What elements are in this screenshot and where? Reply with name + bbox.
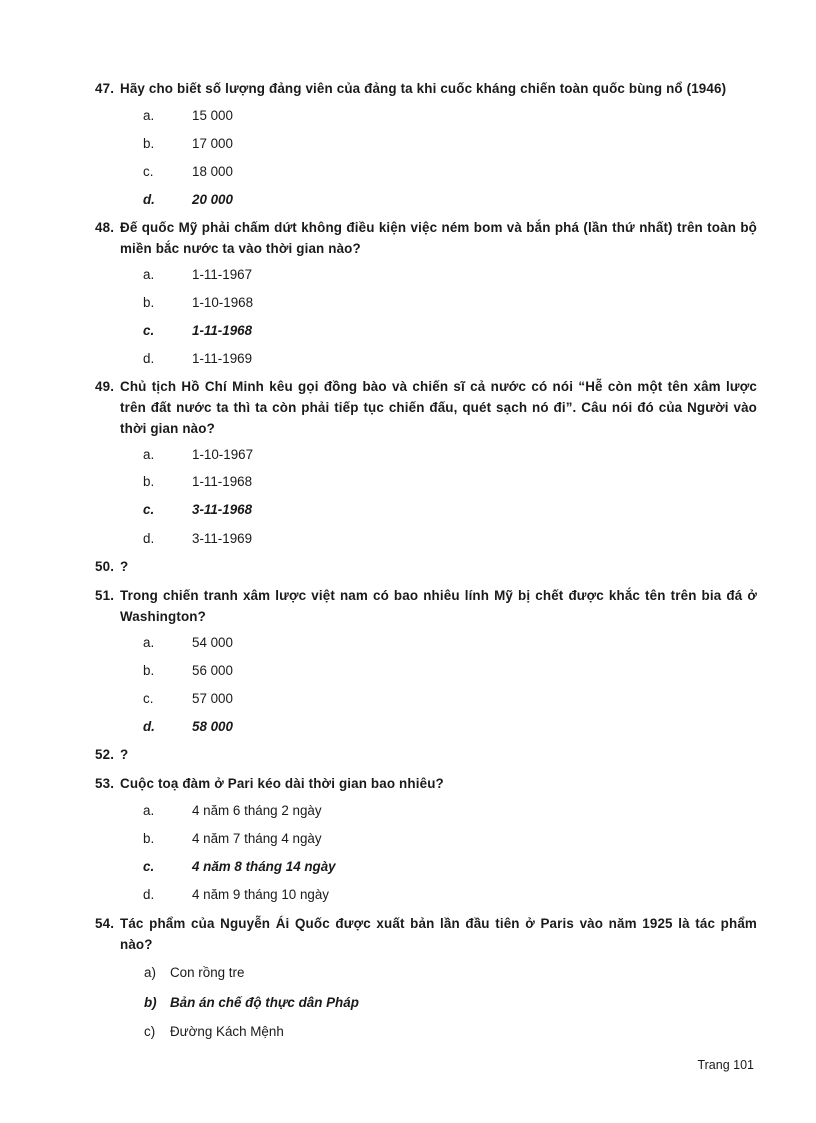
option-label: c. (143, 164, 154, 179)
option-text: 1-11-1967 (192, 267, 253, 282)
question-54 (95, 913, 757, 955)
question-number: 52. (95, 747, 115, 762)
question-number: 50. (95, 559, 115, 574)
option-text: 58 000 (192, 719, 233, 734)
option-text: 1-11-1969 (192, 351, 253, 366)
option-text: 3-11-1969 (192, 531, 253, 546)
option-text: 3-11-1968 (192, 502, 253, 517)
option-label: c. (143, 859, 155, 874)
question-number: 48. (95, 220, 115, 235)
question-text: Đế quốc Mỹ phải chấm dứt không điều kiện việc ném bom và bắn phá (lần thứ nhất) trên toàn bộ miền bắc nước ta vào thời gian nào? (120, 220, 757, 256)
option-label: d. (143, 192, 155, 207)
question-text: Trong chiến tranh xâm lược việt nam có bao nhiêu lính Mỹ bị chết được khắc tên trên bia đá ở Washington? (120, 588, 757, 624)
option-text: 4 năm 7 tháng 4 ngày (192, 831, 322, 846)
option-text: 20 000 (192, 192, 233, 207)
option-text: Bản án chế độ thực dân Pháp (170, 995, 359, 1010)
question-52 (95, 744, 757, 765)
question-51 (95, 585, 757, 627)
question-48 (95, 217, 757, 259)
option-text: Đường Kách Mệnh (170, 1024, 284, 1039)
option-text: 54 000 (192, 635, 233, 650)
option-label: a. (143, 447, 155, 462)
option-label: b. (143, 474, 155, 489)
option-label: d. (143, 531, 155, 546)
option-label: d. (143, 351, 155, 366)
option-label: b. (143, 136, 155, 151)
question-49 (95, 376, 757, 439)
option-label: a. (143, 108, 155, 123)
question-47 (95, 78, 757, 99)
question-text: Tác phẩm của Nguyễn Ái Quốc được xuất bản lần đầu tiên ở Paris vào năm 1925 là tác phẩm nào? (120, 916, 757, 952)
question-text: Hãy cho biết số lượng đảng viên của đảng ta khi cuốc kháng chiến toàn quốc bùng nổ (1946) (120, 81, 727, 96)
question-number: 54. (95, 916, 115, 931)
option-text: 4 năm 9 tháng 10 ngày (192, 887, 329, 902)
option-text: 4 năm 6 tháng 2 ngày (192, 803, 322, 818)
option-label: a. (143, 803, 155, 818)
option-text: 15 000 (192, 108, 233, 123)
option-label: d. (143, 719, 155, 734)
option-label: c. (143, 502, 155, 517)
option-text: Con rồng tre (170, 965, 245, 980)
question-number: 47. (95, 81, 115, 96)
option-text: 1-10-1967 (192, 447, 254, 462)
option-label: b. (143, 831, 155, 846)
option-text: 1-10-1968 (192, 295, 254, 310)
option-text: 57 000 (192, 691, 233, 706)
question-text: ? (120, 559, 129, 574)
question-text: Cuộc toạ đàm ở Pari kéo dài thời gian bao nhiêu? (120, 776, 444, 791)
question-text: ? (120, 747, 129, 762)
question-number: 49. (95, 379, 115, 394)
option-label: a. (143, 267, 155, 282)
option-text: 18 000 (192, 164, 233, 179)
question-50 (95, 556, 757, 577)
option-text: 17 000 (192, 136, 233, 151)
option-label: a) (144, 965, 156, 980)
option-label: b. (143, 663, 155, 678)
option-text: 1-11-1968 (192, 474, 253, 489)
option-label: d. (143, 887, 155, 902)
option-label: a. (143, 635, 155, 650)
question-number: 51. (95, 588, 115, 603)
question-text: Chủ tịch Hồ Chí Minh kêu gọi đồng bào và chiến sĩ cả nước có nói “Hễ còn một tên xâm lược trên đất nước ta thì ta còn phải tiếp tục chiến đấu, quét sạch nó đi”. Câu nói đó của Người vào thời gian nào? (120, 379, 757, 436)
option-text: 1-11-1968 (192, 323, 253, 338)
option-label: c. (143, 691, 154, 706)
question-number: 53. (95, 776, 115, 791)
option-label: c) (144, 1024, 156, 1039)
page-number: Trang 101 (697, 1058, 754, 1072)
option-label: b. (143, 295, 155, 310)
option-label: c. (143, 323, 155, 338)
option-text: 4 năm 8 tháng 14 ngày (192, 859, 336, 874)
option-text: 56 000 (192, 663, 233, 678)
question-53 (95, 773, 757, 794)
option-label: b) (144, 995, 157, 1010)
